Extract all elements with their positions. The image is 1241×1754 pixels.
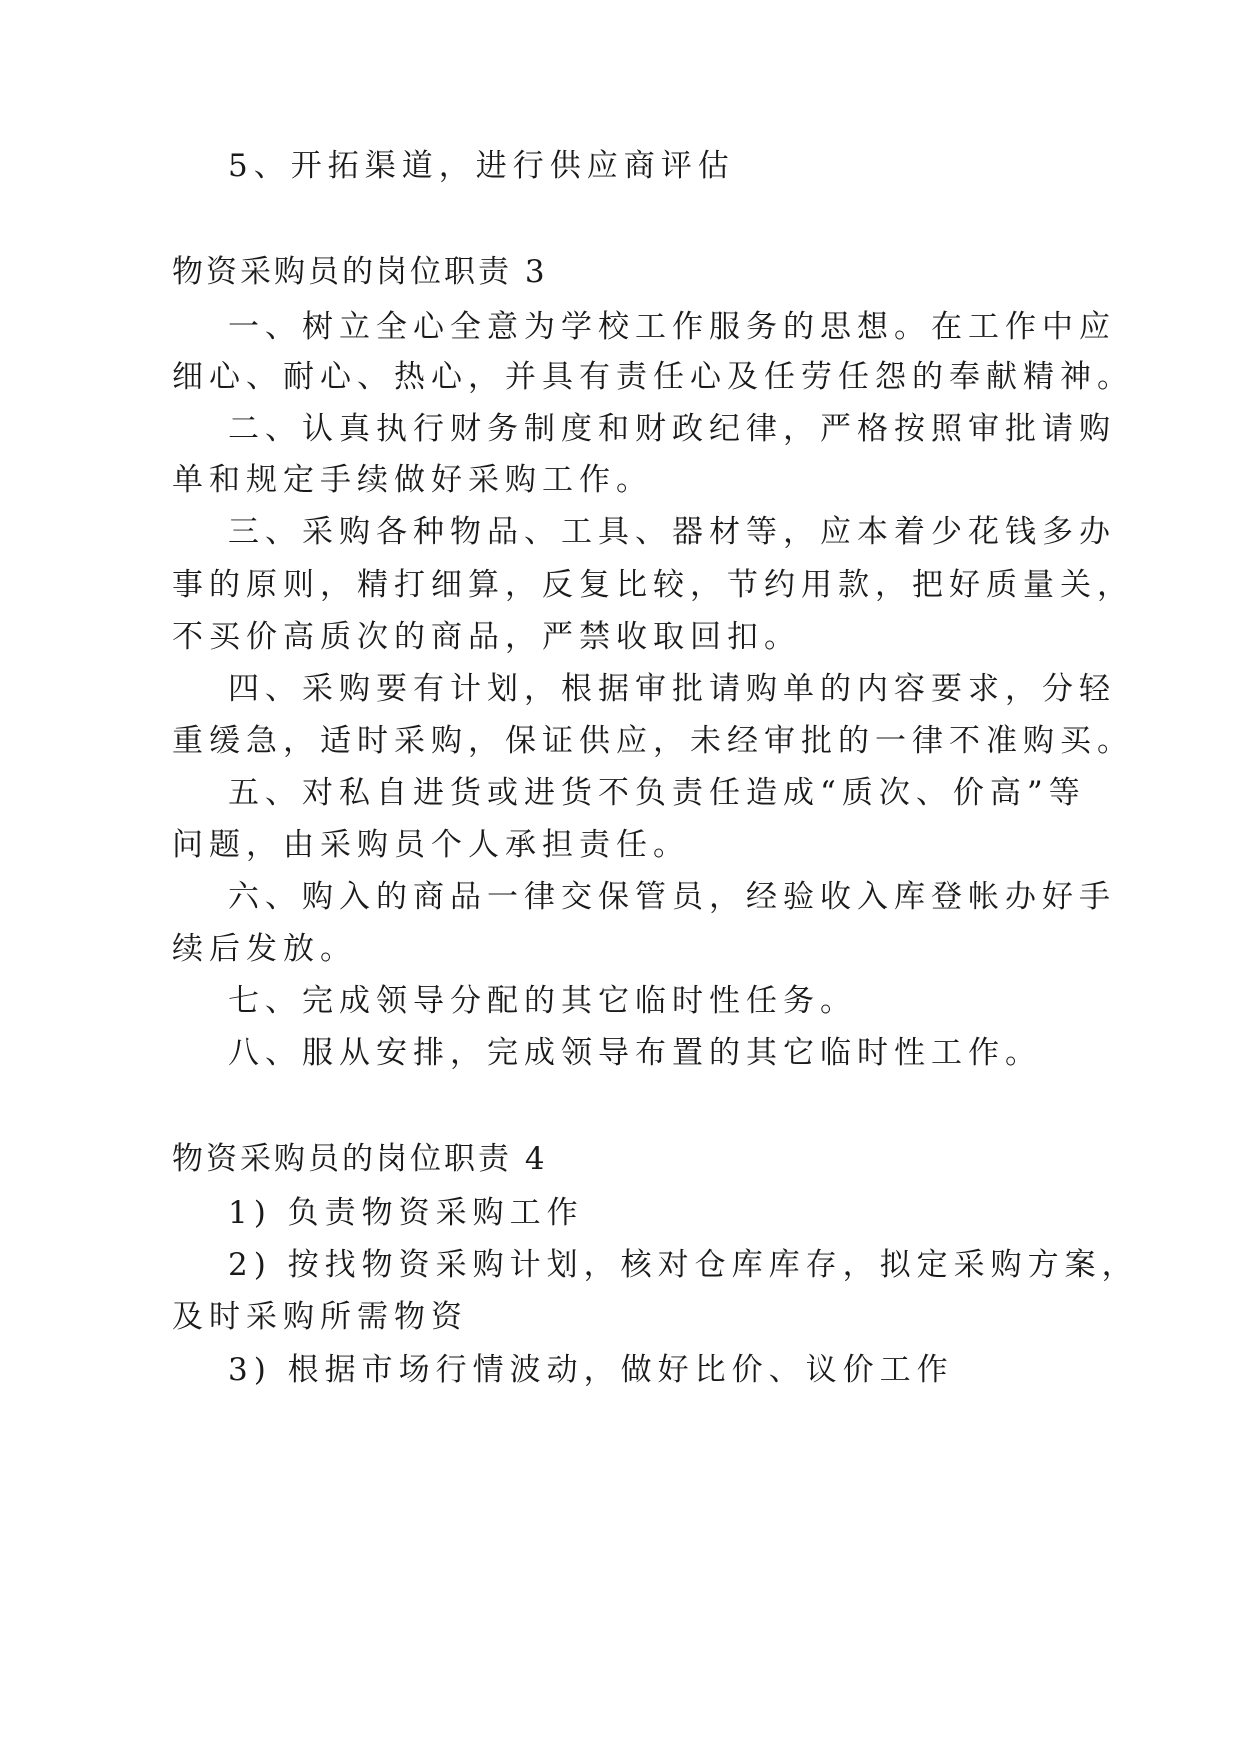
section3-item-3-line2: 事的原则，精打细算，反复比较，节约用款，把好质量关， <box>172 567 1134 603</box>
section4-item-3-line1: 3) 根据市场行情波动，做好比价、议价工作 <box>228 1352 954 1388</box>
section3-item-5-line1: 五、对私自进货或进货不负责任造成“质次、价高”等 <box>228 775 1086 811</box>
section3-item-4-line1: 四、采购要有计划，根据审批请购单的内容要求，分轻 <box>228 671 1116 707</box>
section3-item-3-line3: 不买价高质次的商品，严禁收取回扣。 <box>172 619 801 655</box>
section4-item-2-line1: 2) 按找物资采购计划，核对仓库库存，拟定采购方案， <box>228 1247 1139 1283</box>
section3-item-6-line2: 续后发放。 <box>172 931 357 967</box>
section3-item-8-line1: 八、服从安排，完成领导布置的其它临时性工作。 <box>228 1035 1042 1071</box>
section4-heading: 物资采购员的岗位职责 4 <box>172 1141 548 1177</box>
section3-item-2-line2: 单和规定手续做好采购工作。 <box>172 462 653 498</box>
section3-item-1-line1: 一、树立全心全意为学校工作服务的思想。在工作中应 <box>228 309 1116 345</box>
section3-item-4-line2: 重缓急，适时采购，保证供应，未经审批的一律不准购买。 <box>172 723 1134 759</box>
section3-item-1-line2: 细心、耐心、热心，并具有责任心及任劳任怨的奉献精神。 <box>172 359 1134 395</box>
section3-item-7-line1: 七、完成领导分配的其它临时性任务。 <box>228 983 857 1019</box>
section3-item-5-line2: 问题，由采购员个人承担责任。 <box>172 827 690 863</box>
section3-item-3-line1: 三、采购各种物品、工具、器材等，应本着少花钱多办 <box>228 514 1116 550</box>
section3-item-2-line1: 二、认真执行财务制度和财政纪律，严格按照审批请购 <box>228 411 1116 447</box>
section4-item-1-line1: 1) 负责物资采购工作 <box>228 1195 584 1231</box>
section3-item-6-line1: 六、购入的商品一律交保管员，经验收入库登帐办好手 <box>228 879 1116 915</box>
top-item: 5、开拓渠道，进行供应商评估 <box>228 148 735 184</box>
section4-item-2-line2: 及时采购所需物资 <box>172 1299 468 1335</box>
section3-heading: 物资采购员的岗位职责 3 <box>172 254 548 290</box>
